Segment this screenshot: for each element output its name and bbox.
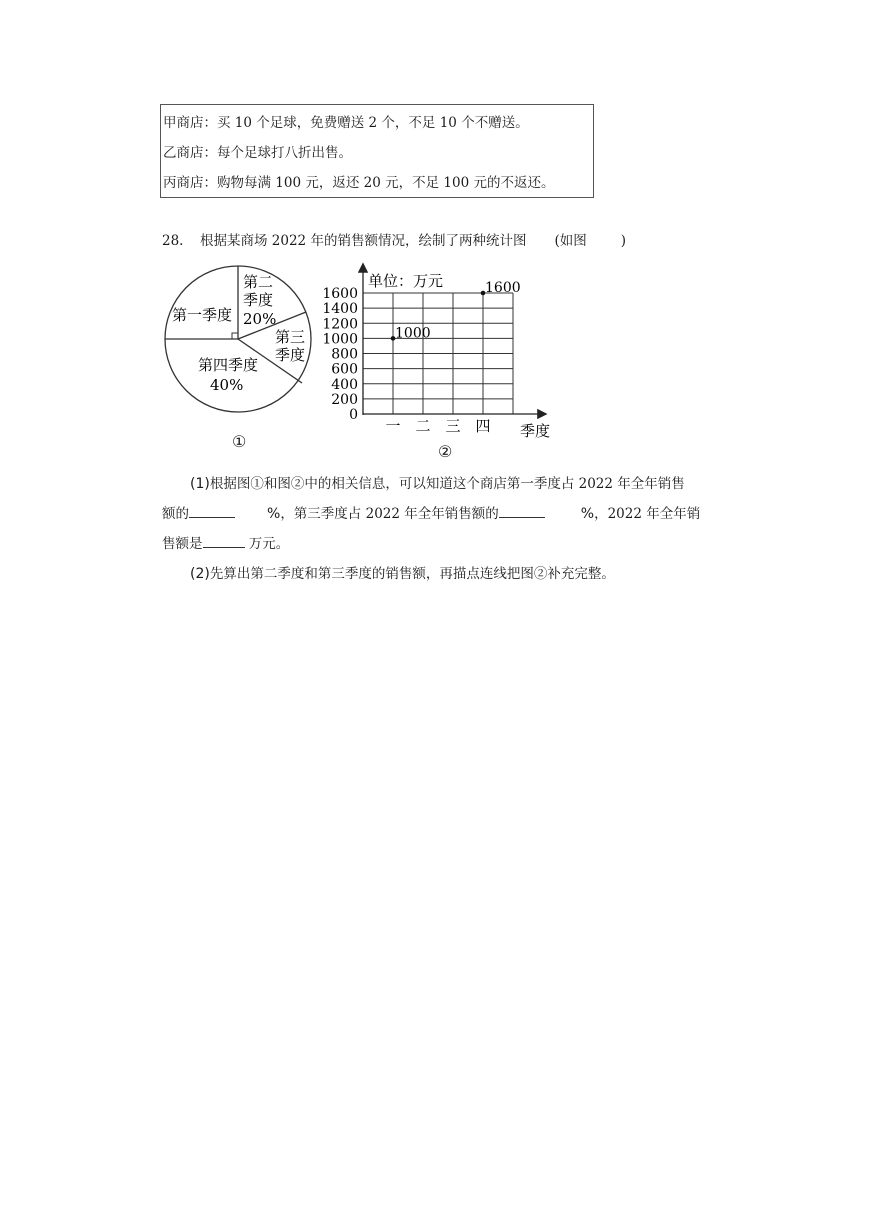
data-point-label: 1000: [395, 325, 431, 342]
y-tick-label: 400: [331, 376, 358, 393]
data-point-label: 1600: [485, 280, 521, 296]
offer-store-bing: 丙商店：购物每满 100 元，返还 20 元，不足 100 元的不返还。: [163, 175, 555, 191]
pie-label-q2-line2: 季度: [243, 291, 274, 309]
x-tick-labels: [385, 417, 490, 435]
y-tick-label: 1400: [322, 301, 358, 318]
part1-text-b: 额的: [162, 506, 189, 522]
offer-store-jia: 甲商店：买 10 个足球，免费赠送 2 个，不足 10 个不赠送。: [163, 115, 529, 131]
unit-label: 单位：万元: [368, 272, 444, 290]
part1-text-c: ，第三季度占 2022 年全年销售额的: [280, 506, 499, 522]
y-tick-label: 1600: [322, 286, 358, 302]
x-tick-label: 三: [445, 417, 461, 435]
part1-text-f: 万元。: [244, 536, 290, 552]
y-tick-label: 200: [331, 391, 358, 408]
y-tick-label: 0: [349, 407, 358, 423]
percent-sign-2: %: [580, 506, 595, 522]
answer-blank-annual-sales[interactable]: [203, 534, 245, 548]
part1-text-a: 根据图①和图②中的相关信息，可以知道这个商店第一季度占 2022 年全年销售: [209, 476, 685, 492]
part1-question: [162, 469, 742, 559]
figure2-caption: ②: [438, 442, 453, 461]
store-offers-box: [160, 104, 594, 198]
y-tick-label: 1200: [322, 316, 358, 333]
part1-text-e: 售额是: [162, 536, 203, 552]
part1-text-d: ，2022 年全年销: [594, 506, 701, 522]
pie-label-q2-percent: 20%: [243, 310, 277, 328]
percent-sign-1: %: [267, 506, 281, 522]
answer-blank-q3-percent[interactable]: [499, 504, 545, 518]
answer-blank-q1-percent[interactable]: [189, 504, 235, 518]
part2-label: (2): [190, 566, 210, 582]
offer-store-yi: 乙商店：每个足球打八折出售。: [163, 145, 352, 161]
pie-label-q2-line1: 第二: [243, 273, 274, 291]
figure1-caption: ①: [232, 432, 247, 451]
pie-label-q4: 第四季度: [198, 356, 259, 374]
x-axis-label: 季度: [520, 422, 551, 440]
pie-label-q1: 第一季度: [172, 306, 233, 324]
part2-question: [162, 559, 742, 589]
x-tick-label: 四: [475, 417, 491, 435]
pie-label-q3-line1: 第三: [275, 328, 306, 346]
pie-chart: [160, 262, 320, 422]
pie-label-q4-percent: 40%: [210, 376, 244, 394]
figure-reference: (如图: [554, 233, 587, 249]
question-text: 根据某商场 2022 年的销售额情况，绘制了两种统计图: [200, 233, 527, 249]
chart-grid: [363, 293, 513, 414]
part2-text: 先算出第二季度和第三季度的销售额，再描点连线把图②补充完整。: [209, 566, 615, 582]
x-tick-label: 一: [385, 417, 401, 435]
y-tick-label: 1000: [322, 331, 358, 348]
question-title: [162, 229, 626, 249]
y-tick-labels: [322, 286, 358, 423]
figure-reference-close: ): [620, 233, 627, 249]
question-number: 28.: [162, 233, 184, 249]
line-chart: [320, 255, 570, 445]
y-tick-label: 600: [331, 361, 358, 378]
pie-label-q3-line2: 季度: [275, 346, 306, 364]
x-tick-label: 二: [415, 417, 431, 435]
y-tick-label: 800: [331, 346, 358, 363]
part1-label: (1): [190, 476, 210, 492]
